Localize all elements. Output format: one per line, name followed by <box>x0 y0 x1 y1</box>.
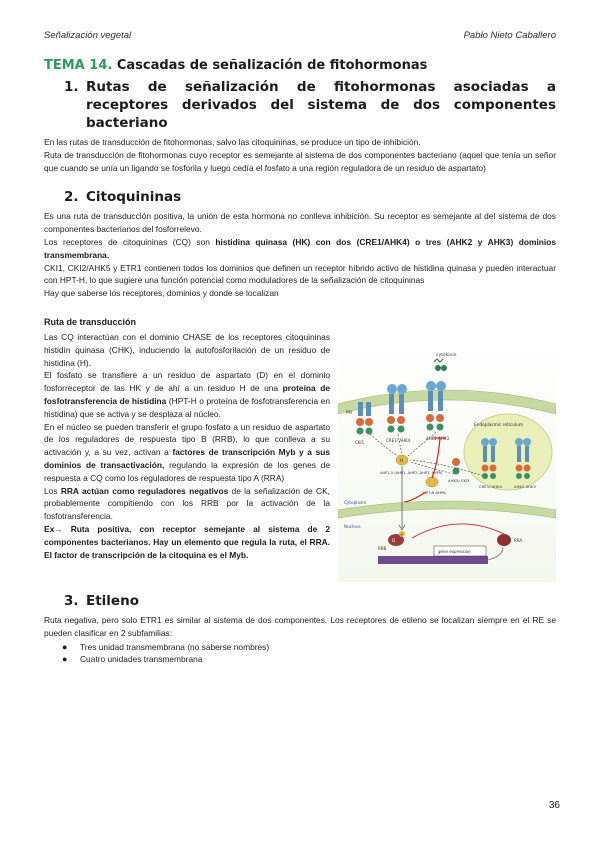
paragraph: Las CQ interactúan con el dominio CHASE de los receptores citoquininas histidín quinasa (CHK), induciendo la autofosforilación de un residuo de histidina (H). <box>44 331 330 368</box>
list-item <box>62 653 556 666</box>
section-2-heading <box>64 188 556 206</box>
paragraph: Ruta negativa, pero solo ETR1 es similar al sistema de dos componentes. Los receptores de etileno se localizan siempre en el RE se pueden clasificar en 2 subfamilias: <box>44 614 556 638</box>
header-right: Pablo Nieto Caballero <box>463 30 556 41</box>
cytokinin-molecule <box>435 365 441 371</box>
section-number: 3. <box>64 592 79 609</box>
text-span: regulando la expresión de los genes de respuesta a CQ como los reguladores de respuesta tipo A (RRA) <box>44 459 331 483</box>
list-item <box>62 641 556 654</box>
paragraph <box>44 369 330 420</box>
tema-label: TEMA 14. <box>44 58 113 73</box>
section-number: 2. <box>64 189 79 206</box>
bullet-icon: ● <box>62 641 68 652</box>
er-label: Endoplasmic reticulum <box>474 422 524 428</box>
text-span: de la señalización de CK, probablemente compitiendo con los RRB por la activación de la fosfotransferencia. <box>44 485 330 522</box>
paragraph: Es una ruta de transducción positiva, la unión de esta hormona no conlleva inhibición. Su receptor es semejante al del sistema de dos componentes bacterianos del fosforrelevo. <box>44 211 556 235</box>
list-item-text: Cuatro unidades transmembrana <box>80 654 203 665</box>
bold-span: proteína de fosfotransferencia de histidina <box>44 383 331 406</box>
page-title <box>44 58 556 74</box>
gene-label: gene expression <box>438 548 471 554</box>
paragraph <box>44 421 330 485</box>
section-title: Rutas de señalización de fitohormonas asociadas a receptores derivados del sistema de dos componentes bacteriano <box>86 79 556 131</box>
transduction-section <box>44 316 556 582</box>
cytoplasm-label: Cytoplasm <box>344 499 367 505</box>
cki1-label: CKI1 <box>355 439 365 445</box>
section-title: Citoquininas <box>86 189 182 206</box>
text-span: En el núcleo se pueden transferir el grupo fosfato a un residuo de aspartato de los reguladores de respuesta tipo B (RRB), lo que conlleva a su activación y, a su vez, activan a <box>44 421 330 458</box>
svg-text:H: H <box>400 457 404 463</box>
bullet-list <box>44 641 556 666</box>
list-item-text: Tres unidad transmembrana (no saberse nombres) <box>80 641 270 652</box>
paragraph: Ruta de transducción de fitohormonas cuyo receptor es semejante al sistema de dos componentes bacteriano (aquel que tenía un señor que cuando se unía un ligando se fosforila y luego cedía el fosfato a una región reguladora de un residuo de aspartato) <box>44 149 556 173</box>
hpt-label: HPT-N AHP6 <box>423 489 446 495</box>
cytokinin-pathway-figure <box>338 342 556 582</box>
pm-label: PM <box>346 409 352 415</box>
subheading: Ruta de transducción <box>44 316 137 327</box>
er-ahk2-label: AHK2 AHK3 <box>514 483 536 489</box>
paragraph: En las rutas de transducción de fitohormonas, salvo las citoquininas, se produce un tipo de inhibición. <box>44 137 421 147</box>
page-number: 36 <box>548 800 560 811</box>
nucleus-label: Nucleus <box>344 523 361 529</box>
tema-title: Cascadas de señalización de fitohormonas <box>116 58 428 73</box>
paragraph: Hay que saberse los receptores, dominios y donde se localizan <box>44 288 279 299</box>
ahps-label: AHP1-5 (AHP1, AHP2, AHP3, AHP5) <box>380 470 443 475</box>
rrb-label: RRB <box>378 545 387 551</box>
text-span: Los receptores de citoquininas (CQ) son <box>44 236 216 247</box>
dna-strand <box>378 556 488 564</box>
paragraph <box>44 236 556 262</box>
cre1-label: CRE1/ AHK4 <box>386 437 411 443</box>
bullet-icon: ● <box>62 654 68 665</box>
section-3-heading <box>64 592 556 610</box>
paragraph-summary: Ex→ Ruta positiva, con receptor semejante al sistema de 2 componentes bacterianos. Hay un elemento que regula la ruta, el RRA. El factor de transcripción de la citoquina es el Myb. <box>44 523 330 560</box>
section-title: Etileno <box>86 592 139 609</box>
text-span: El fosfato se transfiere a un residuo de aspartato (D) en el dominio fosforreceptor de las HK y de ahí a un residuo H de una <box>44 370 330 394</box>
svg-text:P: P <box>400 532 403 537</box>
text-span: (HPT-H o proteína de fosfotransferencia en histidina) que se activa y se desplaza al núcleo. <box>44 395 330 419</box>
ahk2-label: AHK2 AHK3 <box>426 435 450 441</box>
er-cre1-label: CRE1/ AHK4 <box>479 483 502 489</box>
bold-span: RRA actúan como reguladores negativos <box>60 485 229 496</box>
bold-span: histidina quinasa (HK) con dos (CRE1/AHK4) o tres (AHK2 y AHK3) dominios transmembrana. <box>44 236 557 260</box>
svg-text:D: D <box>392 537 396 543</box>
header-left: Señalización vegetal <box>44 30 132 41</box>
transduction-text <box>44 316 330 582</box>
page-content <box>44 58 556 666</box>
section-number: 1. <box>64 79 79 95</box>
bold-span: factores de transcripción Myb y a sus dominios de transactivación, <box>44 447 331 470</box>
section-1-heading <box>64 78 556 132</box>
paragraph <box>44 485 330 523</box>
cytokinin-molecule <box>441 365 447 371</box>
rra-label: RRA <box>514 537 523 543</box>
ahk5-label: AHK5/ CKI2 <box>448 477 470 483</box>
paragraph: CKI1, CKI2/AHK5 y ETR1 contienen todos los dominios que definen un receptor híbrido activo de histidina quinasa y pueden interactuar con HPT-H, lo que sugiere una función potencial como moduladores de la señalización de citoquininas <box>44 262 556 286</box>
cytokinin-label: cytokinin <box>436 352 457 358</box>
text-span: Los <box>44 485 61 496</box>
